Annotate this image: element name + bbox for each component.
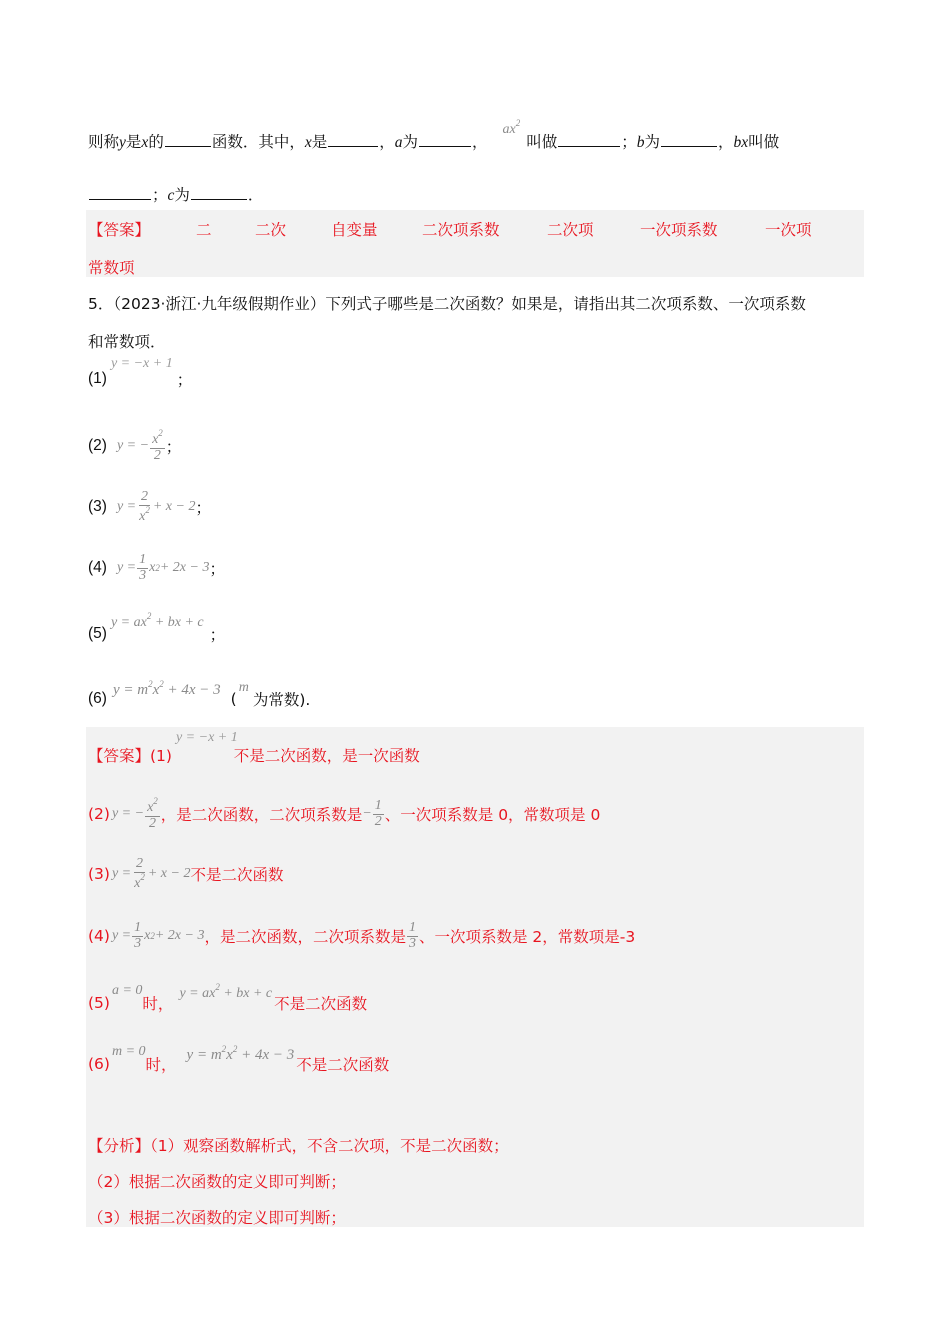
text: 的: [148, 133, 164, 151]
var-a: a: [394, 134, 403, 151]
text: ，: [718, 133, 734, 151]
text: 叫做: [526, 133, 558, 151]
item-number: (6): [88, 1055, 110, 1073]
formula-a2: y = − $\frac{x^2}{2}$: [111, 795, 158, 831]
var-bx: bx: [733, 134, 749, 151]
item-number: (3): [88, 498, 107, 515]
text: 则称: [88, 133, 120, 151]
answer-text: 不是二次函数: [296, 1056, 390, 1074]
blank-1[interactable]: [165, 145, 211, 147]
text: 叫做: [748, 133, 780, 151]
text: ；: [176, 371, 193, 389]
answer-text: 时，: [145, 1056, 177, 1074]
answer-item-2: 二次: [255, 221, 287, 239]
answer-item-3: 自变量: [331, 221, 378, 239]
answer2-row-1: [88, 728, 420, 768]
text: 是: [311, 133, 328, 151]
formula-a5-cond: a = 0: [111, 983, 143, 998]
answer-item-4: 二次项系数: [422, 221, 500, 239]
answer-text: 不是二次函数: [190, 866, 284, 884]
answer-text: ，是二次函数，二次项系数是: [160, 806, 363, 824]
text: ；: [209, 560, 225, 578]
answer-text: 不是二次函数，是一次函数: [233, 747, 420, 765]
blank-3[interactable]: [419, 145, 471, 147]
answer-item-5: 二次项: [547, 221, 594, 239]
blank-6[interactable]: [89, 198, 151, 200]
formula-a6: $y = m^2x^2 + 4x - 3$: [186, 1044, 295, 1063]
answer-item-8: 常数项: [88, 259, 135, 277]
blank-2[interactable]: [328, 145, 378, 147]
question-5-line-1: 5．（2023·浙江·九年级假期作业）下列式子哪些是二次函数？如果是，请指出其二次项系数、一次项系数: [88, 295, 806, 313]
answer2-row-6: [88, 1036, 389, 1080]
q5-item-4: [88, 546, 225, 590]
formula-2: y = − $\frac{x^2}{2}$: [116, 427, 163, 463]
text: ；: [209, 626, 226, 644]
answer2-row-4: [88, 914, 635, 958]
answer-item-6: 一次项系数: [640, 221, 718, 239]
item-number: (5): [88, 994, 110, 1012]
item-number: (6): [88, 690, 107, 707]
formula-1: y = −x + 1: [110, 356, 173, 371]
question-5-line-2: 和常数项．: [88, 333, 166, 351]
q5-item-1: [88, 352, 192, 392]
formula-ax2: $ax^2$: [502, 118, 521, 137]
text: ．: [247, 186, 264, 204]
top-line-1: [88, 118, 780, 152]
text: ，: [379, 133, 395, 151]
q5-item-3: [88, 485, 211, 529]
var-m: m: [238, 680, 249, 695]
formula-5: $y = ax^2$ + bx + c: [110, 611, 204, 630]
item-number: (4): [88, 927, 110, 945]
q5-item-5: [88, 605, 225, 649]
formula-a1: y = −x + 1: [175, 730, 238, 745]
text: 函数．其中，: [211, 133, 305, 151]
answer-label: 【答案】(1): [88, 747, 172, 765]
text: 为常数).: [252, 691, 311, 709]
answer-text: 、一次项系数是 2，常数项是-3: [418, 928, 636, 946]
blank-5[interactable]: [661, 145, 717, 147]
blank-4[interactable]: [558, 145, 620, 147]
formula-4: y = $\frac{1}{3}$ x 2 + 2x − 3: [116, 551, 210, 583]
formula-a2-coef: − $\frac{1}{2}$: [362, 797, 382, 829]
item-number: (5): [88, 625, 107, 642]
analysis-line-2: （2）根据二次函数的定义即可判断；: [88, 1173, 346, 1191]
formula-a3: y = $\frac{2}{x^2}$ + x − 2: [111, 855, 191, 891]
item-number: (3): [88, 865, 110, 883]
answer2-row-5: [88, 975, 367, 1019]
answer-text: 时，: [142, 995, 174, 1013]
answer-item-1: 二: [196, 221, 212, 239]
formula-a6-cond: m = 0: [111, 1044, 146, 1059]
analysis-line-3: （3）根据二次函数的定义即可判断；: [88, 1209, 346, 1227]
item-number: (1): [88, 370, 107, 387]
top-line-2: [88, 183, 263, 205]
answer-text: 、一次项系数是 0，常数项是 0: [384, 806, 601, 824]
answer-text: ，是二次函数，二次项系数是: [204, 928, 406, 946]
formula-a4-coef: $\frac{1}{3}$: [408, 919, 416, 951]
var-x: x: [141, 134, 149, 151]
item-number: (2): [88, 805, 110, 823]
var-b: b: [636, 134, 645, 151]
var-x: x: [304, 134, 312, 151]
formula-a4: y = $\frac{1}{3}$ x 2 + 2x − 3: [111, 919, 205, 951]
text: ；: [195, 499, 211, 517]
answer2-row-2: [88, 792, 600, 836]
analysis-line-1: 【分析】（1）观察函数解析式，不含二次项，不是二次函数；: [88, 1137, 509, 1155]
text: 为: [402, 133, 419, 151]
text: 为: [174, 186, 190, 204]
text: ；: [152, 186, 168, 204]
var-y: y: [119, 134, 126, 151]
answer-item-7: 一次项: [765, 221, 812, 239]
text: ；: [621, 133, 637, 151]
text: 为: [644, 133, 660, 151]
text: (: [230, 690, 237, 708]
q5-item-6: [88, 668, 310, 712]
text: ；: [165, 438, 182, 456]
blank-7[interactable]: [191, 198, 247, 200]
answer-label: 【答案】: [88, 221, 151, 239]
answer-text: 不是二次函数: [274, 995, 368, 1013]
var-c: c: [167, 187, 175, 204]
item-number: (4): [88, 559, 107, 576]
formula-6: $y = m^2x^2 + 4x - 3$: [112, 679, 221, 698]
q5-item-2: [88, 424, 181, 468]
text: ，: [472, 133, 488, 151]
formula-3: y = $\frac{2}{x^2}$ + x − 2: [116, 488, 196, 524]
answer2-row-3: [88, 852, 283, 896]
text: 是: [125, 133, 142, 151]
item-number: (2): [88, 437, 107, 454]
formula-a5: $y = ax^2$ + bx + c: [179, 982, 273, 1001]
